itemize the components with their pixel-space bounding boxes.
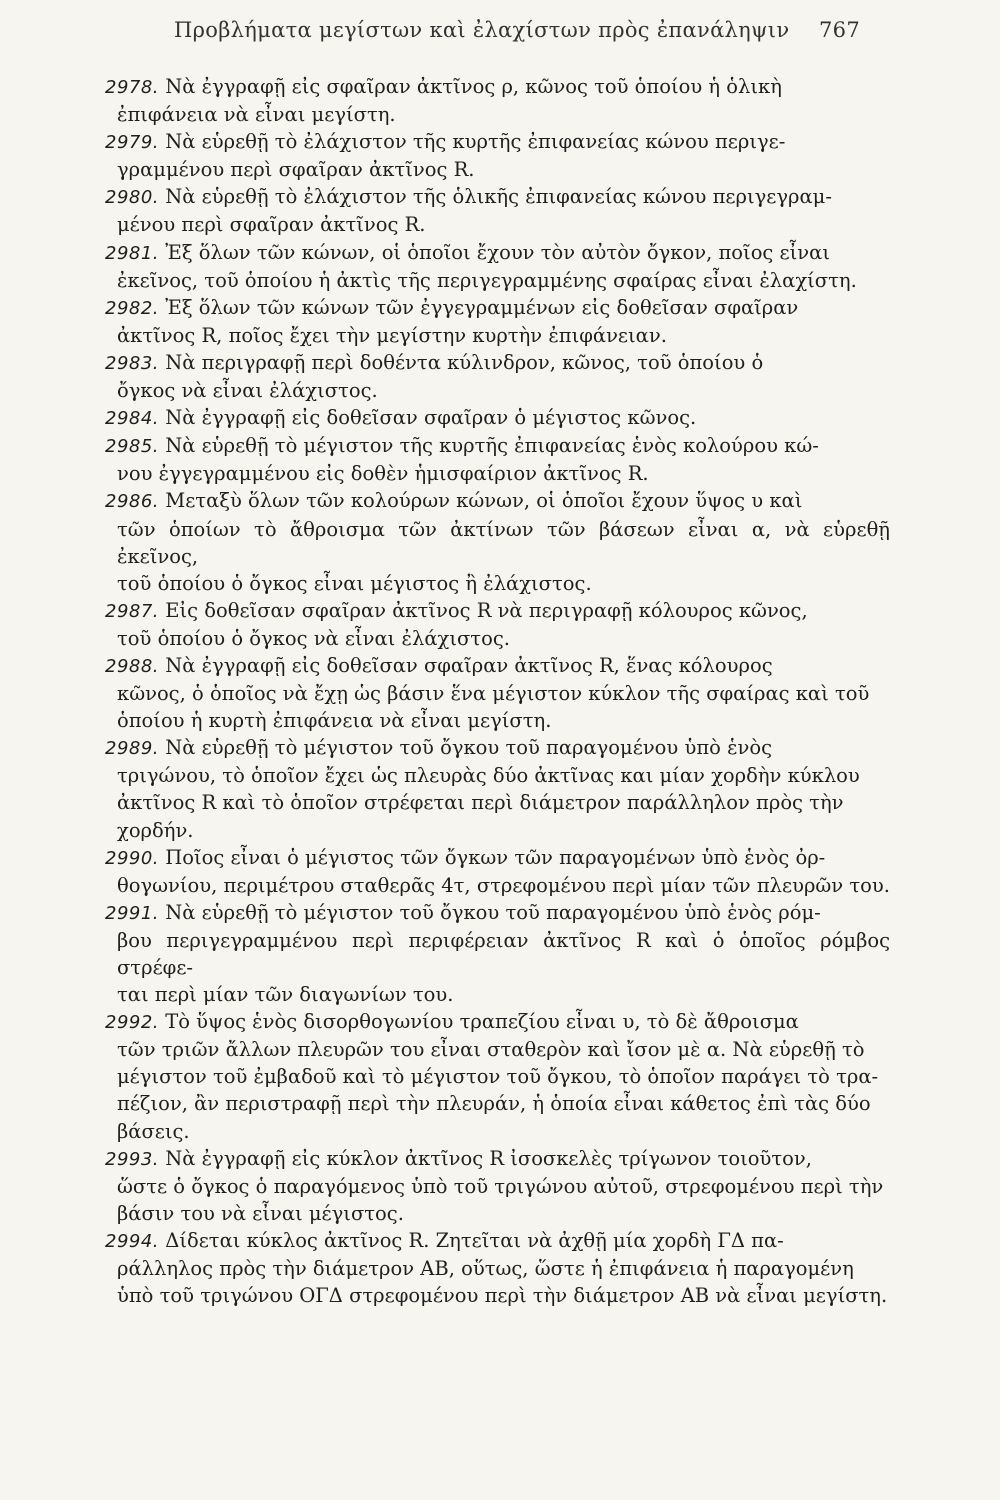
problem-line (105, 734, 890, 762)
problem-line (117, 267, 890, 294)
problem-line (105, 404, 890, 432)
problem-text: ἀκτῖνος R, ποῖος ἔχει τὴν μεγίστην κυρτὴν ἐπιφάνειαν. (117, 323, 667, 347)
problem-text: Ἐξ ὅλων τῶν κώνων, οἱ ὁποῖοι ἔχουν τὸν αὐτὸν ὄγκον, ποῖος εἶναι (165, 240, 830, 264)
problem-text: κῶνος, ὁ ὁποῖος νὰ ἔχῃ ὡς βάσιν ἕνα μέγιστον κύκλον τῆς σφαίρας καὶ τοῦ (117, 682, 870, 706)
problem-text: Νὰ εὑρεθῇ τὸ μέγιστον τοῦ ὄγκου τοῦ παραγομένου ὑπὸ ἑνὸς ρόμ- (165, 900, 821, 924)
problem-text: Νὰ ἐγγραφῇ εἰς σφαῖραν ἀκτῖνος ρ, κῶνος τοῦ ὁποίου ἡ ὁλικὴ (165, 75, 782, 98)
problem-item (105, 652, 890, 734)
problem-line (117, 762, 890, 789)
problem-item (105, 597, 890, 652)
problem-line (117, 1255, 890, 1282)
problem-item (105, 734, 890, 843)
problem-line (117, 1118, 890, 1145)
problem-line (117, 377, 890, 404)
problem-item (105, 349, 890, 404)
problem-text: πέζιον, ἂν περιστραφῇ περὶ τὴν πλευράν, ἡ ὁποία εἶναι κάθετος ἐπὶ τὰς δύο (117, 1092, 871, 1116)
problem-number: 2979. (105, 132, 160, 154)
problem-line (117, 680, 890, 707)
problem-line (105, 844, 890, 872)
problem-text: Νὰ ἐγγραφῇ εἰς κύκλον ἀκτῖνος R ἰσοσκελὲς τρίγωνον τοιοῦτον, (165, 1146, 812, 1170)
problem-item (105, 183, 890, 238)
problem-text: ὁποίου ἡ κυρτὴ ἐπιφάνεια νὰ εἶναι μεγίστη. (117, 709, 552, 733)
problem-number: 2993. (105, 1148, 160, 1170)
problem-number: 2990. (105, 847, 160, 869)
problem-line (105, 73, 890, 101)
problem-number: 2983. (105, 352, 160, 374)
problem-item (105, 1008, 890, 1144)
problem-line (105, 899, 890, 927)
problem-text: Νὰ εὑρεθῇ τὸ μέγιστον τῆς κυρτῆς ἐπιφανείας ἑνὸς κολούρου κώ- (165, 434, 819, 458)
problem-line (105, 597, 890, 625)
problem-line (117, 1063, 890, 1090)
problem-text: ράλληλος πρὸς τὴν διάμετρον ΑΒ, οὕτως, ὥστε ἡ ἐπιφάνεια ἡ παραγομένη (117, 1257, 854, 1281)
problem-line (105, 128, 890, 156)
problem-line (117, 707, 890, 734)
problem-line (117, 1282, 890, 1309)
problem-line (117, 1200, 890, 1227)
problem-line (105, 487, 890, 515)
problem-text: Ἐξ ὅλων τῶν κώνων τῶν ἐγγεγραμμένων εἰς δοθεῖσαν σφαῖραν (165, 295, 799, 319)
problem-number: 2987. (105, 600, 160, 622)
problem-number: 2981. (105, 242, 160, 264)
problem-number: 2982. (105, 297, 160, 319)
problem-item (105, 844, 890, 899)
problem-line (117, 322, 890, 349)
problem-line (117, 101, 890, 128)
problem-number: 2992. (105, 1012, 160, 1034)
header-title: Προβλήματα μεγίστων καὶ ἐλαχίστων πρὸς ἐπανάληψιν (174, 18, 790, 42)
page-number: 767 (819, 18, 860, 42)
problem-line (117, 516, 890, 570)
problem-line (105, 432, 890, 460)
problem-line (117, 1090, 890, 1117)
problem-line (105, 1227, 890, 1255)
problem-text: ἀκτῖνος R καὶ τὸ ὁποῖον στρέφεται περὶ διάμετρον παράλληλον πρὸς τὴν (117, 791, 844, 815)
problem-item (105, 1145, 890, 1227)
problem-line (117, 460, 890, 487)
problem-item (105, 899, 890, 1008)
problem-line (117, 570, 890, 597)
problem-text: τῶν τριῶν ἄλλων πλευρῶν του εἶναι σταθερὸν καὶ ἴσον μὲ α. Νὰ εὑρεθῇ τὸ (117, 1038, 865, 1062)
problem-text: βάσιν του νὰ εἶναι μέγιστος. (117, 1201, 404, 1225)
problem-line (105, 1145, 890, 1173)
running-header (108, 18, 888, 54)
problem-list (105, 73, 890, 1309)
problem-item (105, 1227, 890, 1309)
problem-item (105, 294, 890, 349)
problem-item (105, 73, 890, 128)
problem-item (105, 487, 890, 596)
problem-text: Νὰ εὑρεθῇ τὸ μέγιστον τοῦ ὄγκου τοῦ παραγομένου ὑπὸ ἑνὸς (165, 736, 773, 760)
problem-text: Νὰ εὑρεθῇ τὸ ἐλάχιστον τῆς κυρτῆς ἐπιφανείας κώνου περιγε- (165, 130, 786, 154)
problem-line (105, 652, 890, 680)
problem-text: Δίδεται κύκλος ἀκτῖνος R. Ζητεῖται νὰ ἀχθῇ μία χορδὴ ΓΔ πα- (165, 1228, 784, 1252)
problem-text: Νὰ εὑρεθῇ τὸ ἐλάχιστον τῆς ὁλικῆς ἐπιφανείας κώνου περιγεγραμ- (165, 185, 832, 209)
problem-text: ὥστε ὁ ὄγκος ὁ παραγόμενος ὑπὸ τοῦ τριγώνου αὐτοῦ, στρεφομένου περὶ τὴν (117, 1174, 884, 1198)
problem-line (117, 927, 890, 981)
problem-text: Τὸ ὕψος ἑνὸς δισορθογωνίου τραπεζίου εἶναι υ, τὸ δὲ ἄθροισμα (165, 1010, 799, 1034)
problem-text: Ποῖος εἶναι ὁ μέγιστος τῶν ὄγκων τῶν παραγομένων ὑπὸ ἑνὸς ὀρ- (165, 845, 826, 869)
problem-line (117, 211, 890, 238)
problem-number: 2991. (105, 902, 160, 924)
problem-number: 2988. (105, 655, 160, 677)
problem-text: ται περὶ μίαν τῶν διαγωνίων του. (117, 983, 454, 1007)
problem-text: νου ἐγγεγραμμένου εἰς δοθὲν ἡμισφαίριον ἀκτῖνος R. (117, 462, 649, 486)
problem-text: Νὰ ἐγγραφῇ εἰς δοθεῖσαν σφαῖραν ὁ μέγιστος κῶνος. (165, 406, 697, 430)
problem-text: βάσεις. (117, 1119, 190, 1143)
problem-line (105, 349, 890, 377)
problem-number: 2986. (105, 491, 160, 513)
problem-text: Μεταξὺ ὅλων τῶν κολούρων κώνων, οἱ ὁποῖοι ἔχουν ὕψος υ καὶ (165, 489, 803, 513)
problem-line (105, 239, 890, 267)
problem-text: τριγώνου, τὸ ὁποῖον ἔχει ὡς πλευρὰς δύο ἀκτῖνας και μίαν χορδὴν κύκλου (117, 764, 860, 788)
problem-number: 2989. (105, 738, 160, 760)
problem-line (117, 1173, 890, 1200)
problem-number: 2985. (105, 436, 160, 458)
problem-line (117, 872, 890, 899)
problem-text: ἐκεῖνος, τοῦ ὁποίου ἡ ἀκτὶς τῆς περιγεγραμμένης σφαίρας εἶναι ἐλαχίστη. (117, 268, 857, 292)
problem-line (117, 817, 890, 844)
problem-text: τῶν ὁποίων τὸ ἄθροισμα τῶν ἀκτίνων τῶν βάσεων εἶναι α, νὰ εὑρεθῇ ἐκεῖνος, (117, 517, 890, 568)
problem-text: χορδήν. (117, 818, 194, 842)
problem-line (117, 789, 890, 816)
problem-item (105, 432, 890, 487)
problem-line (117, 156, 890, 183)
problem-line (117, 625, 890, 652)
problem-line (105, 183, 890, 211)
problem-text: Νὰ περιγραφῇ περὶ δοθέντα κύλινδρον, κῶνος, τοῦ ὁποίου ὁ (165, 350, 764, 374)
problem-text: ὑπὸ τοῦ τριγώνου ΟΓΔ στρεφομένου περὶ τὴν διάμετρον ΑΒ νὰ εἶναι μεγίστη. (117, 1284, 888, 1308)
problem-line (105, 1008, 890, 1036)
problem-item (105, 404, 890, 432)
problem-line (117, 1036, 890, 1063)
problem-text: ἐπιφάνεια νὰ εἶναι μεγίστη. (117, 103, 396, 127)
problem-text: Εἰς δοθεῖσαν σφαῖραν ἀκτῖνος R νὰ περιγραφῇ κόλουρος κῶνος, (165, 598, 808, 622)
problem-text: μένου περὶ σφαῖραν ἀκτῖνος R. (117, 213, 426, 237)
problem-item (105, 239, 890, 294)
problem-text: ὄγκος νὰ εἶναι ἐλάχιστος. (117, 379, 378, 403)
problem-number: 2984. (105, 408, 160, 430)
problem-text: μέγιστον τοῦ ἐμβαδοῦ καὶ τὸ μέγιστον τοῦ ὄγκου, τὸ ὁποῖον παράγει τὸ τρα- (117, 1065, 879, 1089)
problem-number: 2978. (105, 77, 160, 98)
problem-text: τοῦ ὁποίου ὁ ὄγκος νὰ εἶναι ἐλάχιστος. (117, 626, 510, 650)
problem-text: Νὰ ἐγγραφῇ εἰς δοθεῖσαν σφαῖραν ἀκτῖνος R, ἕνας κόλουρος (165, 653, 773, 677)
problem-number: 2994. (105, 1230, 160, 1252)
problem-line (105, 294, 890, 322)
problem-text: θογωνίου, περιμέτρου σταθερᾶς 4τ, στρεφομένου περὶ μίαν τῶν πλευρῶν του. (117, 873, 890, 897)
problem-text: βου περιγεγραμμένου περὶ περιφέρειαν ἀκτῖνος R καὶ ὁ ὁποῖος ρόμβος στρέφε- (117, 928, 890, 979)
problem-item (105, 128, 890, 183)
problem-text: τοῦ ὁποίου ὁ ὄγκος εἶναι μέγιστος ἢ ἐλάχιστος. (117, 571, 592, 595)
problem-text: γραμμένου περὶ σφαῖραν ἀκτῖνος R. (117, 158, 475, 182)
problem-line (117, 981, 890, 1008)
problem-number: 2980. (105, 187, 160, 209)
